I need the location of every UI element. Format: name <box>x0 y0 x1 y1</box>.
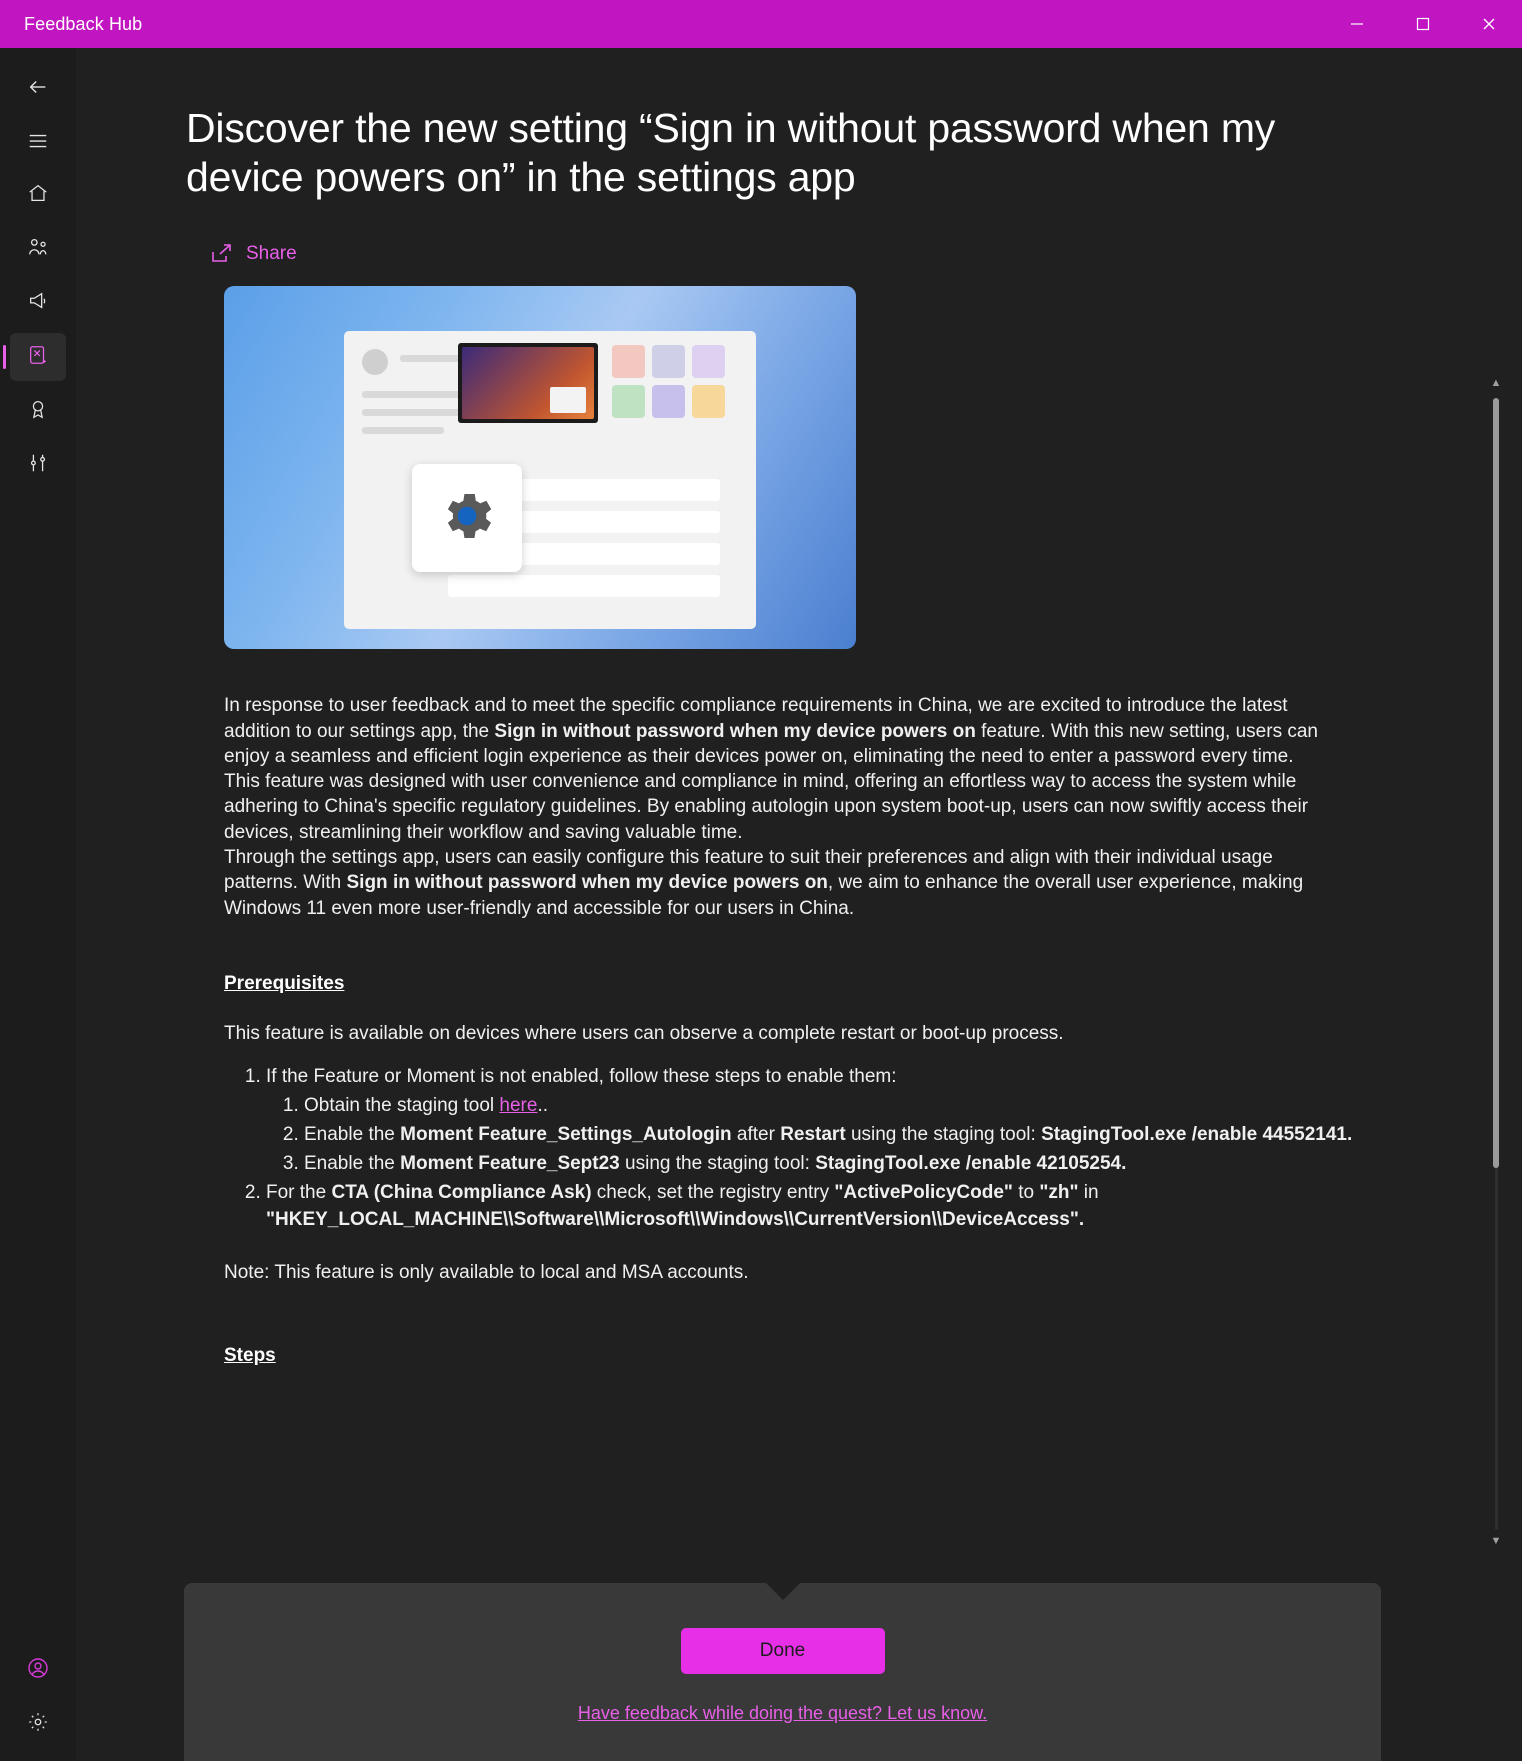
illustration-screen <box>458 343 598 423</box>
illustration-tile <box>612 345 645 378</box>
prerequisites-heading: Prerequisites <box>224 972 345 994</box>
prerequisites-note: Note: This feature is only available to local and MSA accounts. <box>224 1261 749 1283</box>
page-title: Discover the new setting “Sign in without password when my device powers on” in the settings app <box>186 105 1276 201</box>
illustration-avatar <box>362 349 388 375</box>
badge-icon <box>27 398 49 425</box>
prerequisites-sublist <box>266 1093 1522 1178</box>
list-item: 1. If the Feature or Moment is not enabled, follow these steps to enable them: 1. Obtain the staging tool here.. 2. Enable the Moment Feature_Settings_Autologin after Restart using the staging tool: StagingTool.exe /enable 44552141. 3. Enable the Moment Feature_Sept23 using the staging tool: StagingTool.exe /enable 42105254. <box>266 1064 1522 1178</box>
rail-bottom-group <box>10 1641 66 1749</box>
scroll-down-icon[interactable]: ▼ <box>1490 1535 1502 1547</box>
list-item: 2. Enable the Moment Feature_Settings_Autologin after Restart using the staging tool: StagingTool.exe /enable 44552141. <box>304 1122 1522 1149</box>
quest-action-bar <box>184 1583 1381 1761</box>
list-item: 2. For the CTA (China Compliance Ask) check, set the registry entry "ActivePolicyCode" to "zh" in "HKEY_LOCAL_MACHINE\\Software\\Microsoft\\Windows\\CurrentVersion\\DeviceAccess". <box>266 1180 1522 1234</box>
back-arrow-icon[interactable] <box>10 63 66 111</box>
navigation-rail <box>0 48 76 1761</box>
account-avatar-icon[interactable] <box>10 1644 66 1692</box>
home-icon <box>27 182 49 209</box>
illustration-tile <box>652 385 685 418</box>
content-area <box>76 48 1522 1761</box>
window-body <box>0 48 1522 1761</box>
feedback-people-icon <box>27 236 49 263</box>
gear-icon <box>436 485 498 552</box>
sidebar-item-tools[interactable] <box>10 441 66 489</box>
illustration-card <box>344 331 756 629</box>
illustration-tile <box>652 345 685 378</box>
staging-tool-link[interactable]: here <box>499 1095 538 1116</box>
steps-heading: Steps <box>224 1345 276 1367</box>
sidebar-item-home[interactable] <box>10 171 66 219</box>
share-label: Share <box>246 243 297 265</box>
illustration-bar <box>362 391 470 398</box>
sidebar-item-quests[interactable] <box>10 333 66 381</box>
scroll-up-icon[interactable]: ▲ <box>1490 377 1502 389</box>
megaphone-icon <box>27 290 49 317</box>
scroll-track[interactable] <box>1495 398 1498 1530</box>
illustration-bar <box>362 427 444 434</box>
sidebar-item-announcements[interactable] <box>10 279 66 327</box>
description-paragraph-2: This feature was designed with user convenience and compliance in mind, offering an effortless way to access the system while adhering to China's specific regulatory guidelines. By enabling autologin upon system boot-up, users can now swiftly access their devices, streamlining their workflow and saving valuable time. <box>224 771 1309 843</box>
prerequisites-list <box>224 1064 1522 1234</box>
quest-feedback-link[interactable]: Have feedback while doing the quest? Let us know. <box>577 1703 988 1723</box>
list-item: 1. Obtain the staging tool here.. <box>304 1093 1522 1120</box>
quest-description <box>224 693 1329 920</box>
vertical-scrollbar[interactable] <box>1488 378 1504 1550</box>
prerequisites-lead: This feature is available on devices where users can observe a complete restart or boot-up process. <box>224 1022 1064 1044</box>
title-bar <box>0 0 1522 48</box>
minimize-icon[interactable] <box>1324 0 1390 48</box>
close-icon[interactable] <box>1456 0 1522 48</box>
hero-illustration <box>224 286 856 649</box>
description-paragraph-1: In response to user feedback and to meet the specific compliance requirements in China, we are excited to introduce the latest addition to our settings app, the Sign in without password when my device powers on feature. With this new setting, users can enjoy a seamless and efficient login experience as their devices power on, eliminating the need to enter a password every time. <box>224 695 1318 767</box>
sidebar-item-feedback[interactable] <box>10 225 66 273</box>
tools-icon <box>27 452 49 479</box>
maximize-icon[interactable] <box>1390 0 1456 48</box>
illustration-tile <box>692 385 725 418</box>
illustration-gear-card <box>412 464 522 572</box>
illustration-tile <box>612 385 645 418</box>
quest-bar-caret <box>765 1582 801 1600</box>
gear-icon[interactable] <box>10 1698 66 1746</box>
share-button[interactable] <box>209 242 297 266</box>
done-button[interactable]: Done <box>681 1628 885 1674</box>
share-icon <box>209 242 233 266</box>
quest-detail-scroll[interactable] <box>76 48 1522 1761</box>
quests-icon <box>27 344 49 371</box>
window-title: Feedback Hub <box>24 13 143 34</box>
scroll-thumb[interactable] <box>1493 398 1499 1168</box>
illustration-bar <box>362 409 470 416</box>
hamburger-menu-icon[interactable] <box>10 117 66 165</box>
sidebar-item-achievements[interactable] <box>10 387 66 435</box>
list-item: 3. Enable the Moment Feature_Sept23 using the staging tool: StagingTool.exe /enable 42105254. <box>304 1151 1522 1178</box>
description-paragraph-3: Through the settings app, users can easily configure this feature to suit their preferences and align with their individual usage patterns. With Sign in without password when my device powers on, we aim to enhance the overall user experience, making Windows 11 even more user-friendly and accessible for our users in China. <box>224 846 1304 919</box>
illustration-tile <box>692 345 725 378</box>
